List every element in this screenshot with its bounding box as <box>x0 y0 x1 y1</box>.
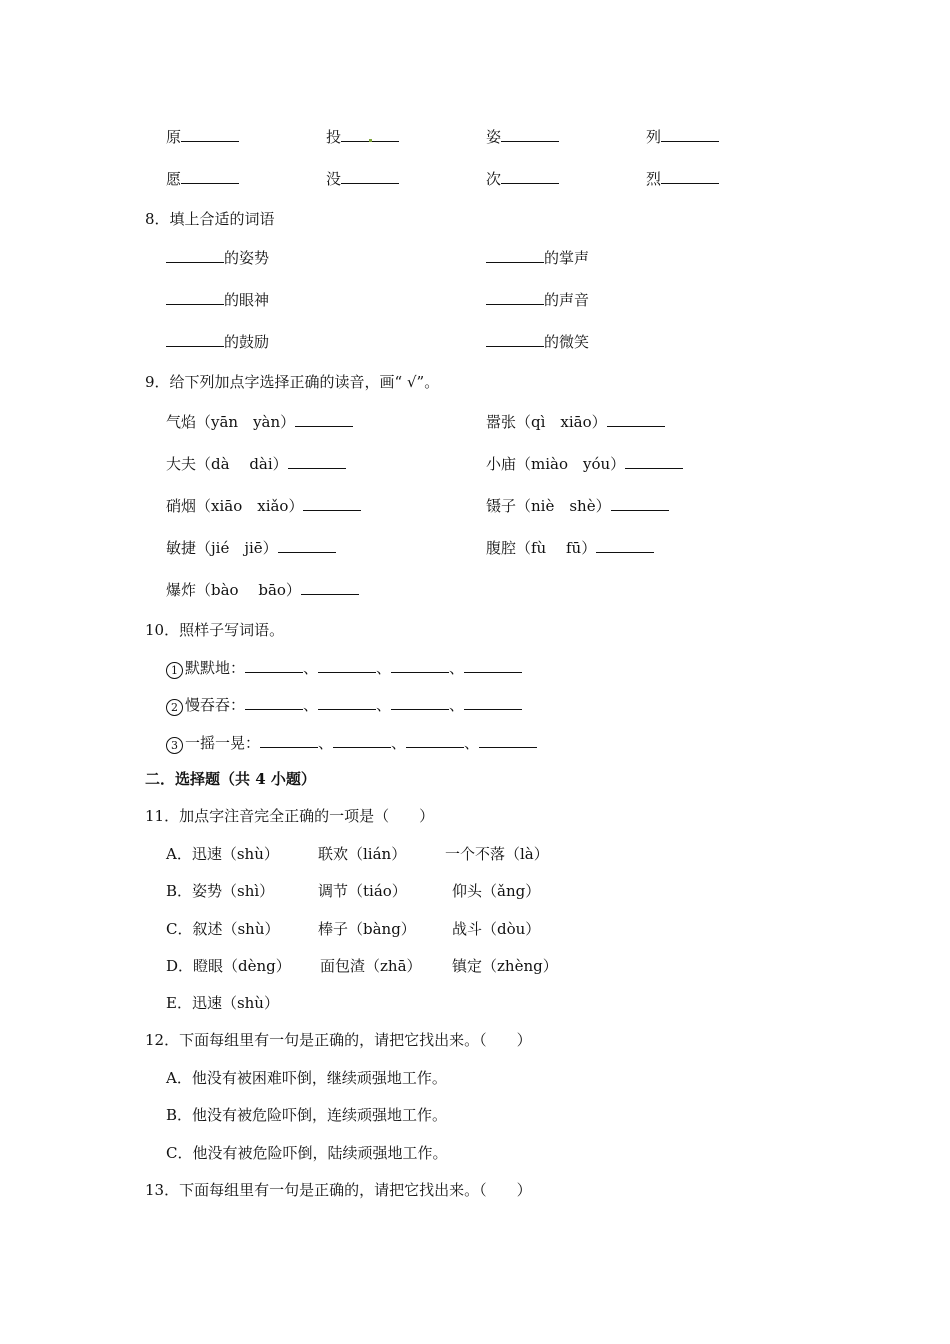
q9-item: 小庙（miào yóu） <box>486 454 683 474</box>
answer-blank[interactable] <box>406 733 464 748</box>
answer-blank[interactable] <box>341 169 399 184</box>
answer-blank[interactable] <box>661 169 719 184</box>
q9-item: 气焰（yān yàn） <box>166 412 353 432</box>
q11-option-part: 面包渣（zhā） <box>320 957 422 975</box>
q11-option-part: 调节（tiáo） <box>318 882 407 900</box>
number-badge: 1 <box>166 662 183 679</box>
answer-blank[interactable] <box>181 127 239 142</box>
answer-blank[interactable] <box>318 695 376 710</box>
q8-title: 8．填上合适的词语 <box>145 210 275 228</box>
answer-blank[interactable] <box>260 733 318 748</box>
mark-dot <box>369 139 372 142</box>
q11-option[interactable]: A．迅速（shù） <box>166 845 279 863</box>
answer-blank[interactable] <box>391 658 449 673</box>
q11-option-part: 联欢（lián） <box>318 845 407 863</box>
q12-option[interactable]: B．他没有被危险吓倒，连续顽强地工作。 <box>166 1106 448 1124</box>
q12-title: 12．下面每组里有一句是正确的，请把它找出来。（ ） <box>145 1031 532 1049</box>
answer-blank[interactable] <box>501 169 559 184</box>
q8-item: 的微笑 <box>486 332 589 352</box>
number-badge: 3 <box>166 737 183 754</box>
q11-title: 11．加点字注音完全正确的一项是（ ） <box>145 807 435 825</box>
q11-option-part: 战斗（dòu） <box>452 920 541 938</box>
q10-item: 2 慢吞吞： 、 、 、 <box>166 695 522 716</box>
q11-option-part: 镇定（zhèng） <box>452 957 558 975</box>
number-badge: 2 <box>166 699 183 716</box>
answer-blank[interactable] <box>661 127 719 142</box>
answer-blank[interactable] <box>166 248 224 263</box>
q8-item: 的掌声 <box>486 248 589 268</box>
answer-blank[interactable] <box>333 733 391 748</box>
answer-blank[interactable] <box>464 658 522 673</box>
q11-option[interactable]: C．叙述（shù） <box>166 920 280 938</box>
q7-item: 原 <box>166 127 239 147</box>
answer-blank[interactable] <box>486 248 544 263</box>
answer-blank[interactable] <box>181 169 239 184</box>
q13-title: 13．下面每组里有一句是正确的，请把它找出来。（ ） <box>145 1181 532 1199</box>
answer-blank[interactable] <box>166 332 224 347</box>
q7-item: 愿 <box>166 169 239 189</box>
q11-option-part: 棒子（bàng） <box>318 920 416 938</box>
answer-blank[interactable] <box>625 454 683 469</box>
q11-option-part: 仰头（ǎng） <box>452 882 541 900</box>
q7-item: 次 <box>486 169 559 189</box>
section-title: 二．选择题（共 4 小题） <box>145 770 316 788</box>
q12-option[interactable]: A．他没有被困难吓倒，继续顽强地工作。 <box>166 1069 447 1087</box>
answer-blank[interactable] <box>611 496 669 511</box>
q11-option-part: 一个不落（là） <box>445 845 549 863</box>
answer-blank[interactable] <box>486 332 544 347</box>
q7-item: 姿 <box>486 127 559 147</box>
q7-item: 烈 <box>646 169 719 189</box>
answer-blank[interactable] <box>318 658 376 673</box>
q9-item: 爆炸（bào bāo） <box>166 580 359 600</box>
answer-blank[interactable] <box>479 733 537 748</box>
answer-blank[interactable] <box>596 538 654 553</box>
answer-blank[interactable] <box>391 695 449 710</box>
q9-item: 镊子（niè shè） <box>486 496 669 516</box>
q10-item: 1 默默地： 、 、 、 <box>166 658 522 679</box>
q9-item: 腹腔（fù fū） <box>486 538 654 558</box>
q7-item: 列 <box>646 127 719 147</box>
answer-blank[interactable] <box>288 454 346 469</box>
q9-item: 大夫（dà dài） <box>166 454 346 474</box>
q7-item: 投 <box>326 127 399 147</box>
q9-item: 嚣张（qì xiāo） <box>486 412 665 432</box>
answer-blank[interactable] <box>166 290 224 305</box>
answer-blank[interactable] <box>486 290 544 305</box>
q11-option[interactable]: E．迅速（shù） <box>166 994 279 1012</box>
q8-item: 的声音 <box>486 290 589 310</box>
q12-option[interactable]: C．他没有被危险吓倒，陆续顽强地工作。 <box>166 1144 448 1162</box>
q11-option[interactable]: D．瞪眼（dèng） <box>166 957 291 975</box>
q8-item: 的姿势 <box>166 248 269 268</box>
q10-title: 10．照样子写词语。 <box>145 621 285 639</box>
answer-blank[interactable] <box>303 496 361 511</box>
q10-item: 3 一摇一晃： 、 、 、 <box>166 733 537 754</box>
q11-option[interactable]: B．姿势（shì） <box>166 882 275 900</box>
q7-item: 没 <box>326 169 399 189</box>
q8-item: 的眼神 <box>166 290 269 310</box>
answer-blank[interactable] <box>607 412 665 427</box>
answer-blank[interactable] <box>301 580 359 595</box>
answer-blank[interactable] <box>501 127 559 142</box>
answer-blank[interactable] <box>278 538 336 553</box>
q9-item: 敏捷（jié jiē） <box>166 538 336 558</box>
answer-blank[interactable] <box>295 412 353 427</box>
answer-blank[interactable] <box>245 658 303 673</box>
q9-title: 9．给下列加点字选择正确的读音，画“ √”。 <box>145 373 440 391</box>
q9-item: 硝烟（xiāo xiǎo） <box>166 496 361 516</box>
answer-blank[interactable] <box>464 695 522 710</box>
answer-blank[interactable] <box>245 695 303 710</box>
q8-item: 的鼓励 <box>166 332 269 352</box>
